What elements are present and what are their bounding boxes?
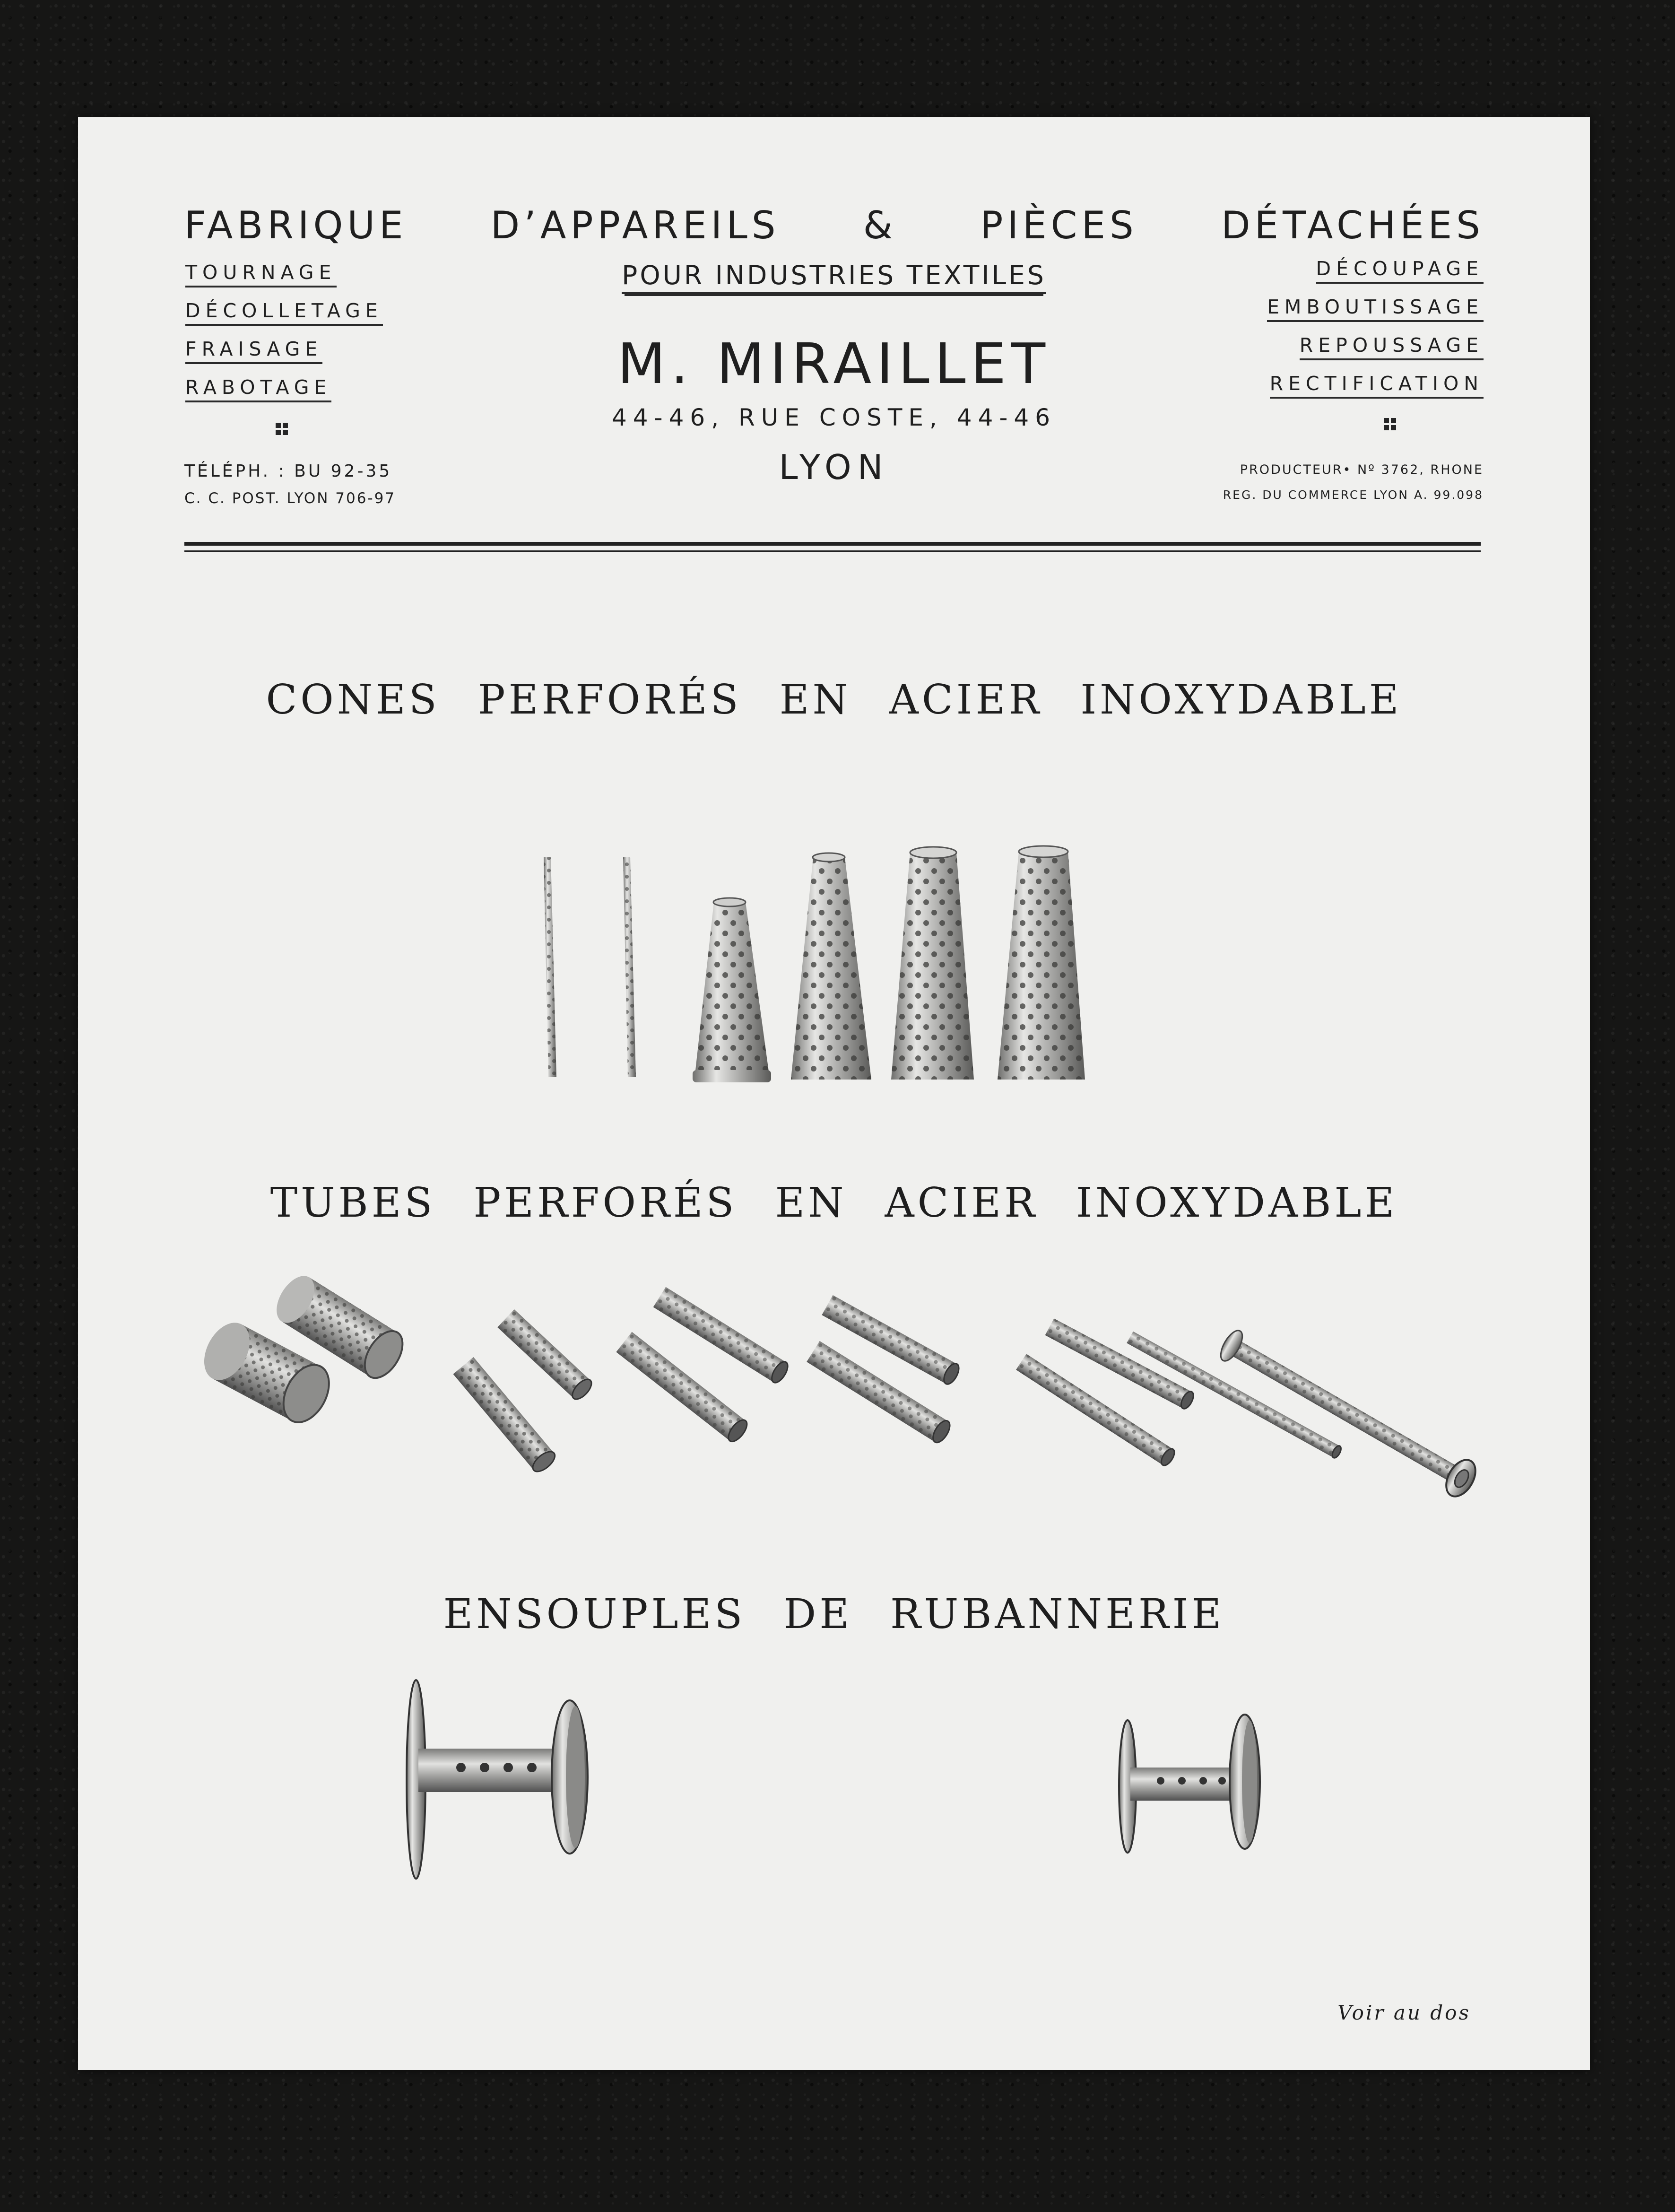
title-word: &: [863, 203, 897, 247]
company-name: M. MIRAILLET: [617, 331, 1051, 396]
flyer-sheet: [78, 117, 1590, 2070]
commerce-register: REG. DU COMMERCE LYON A. 99.098: [1223, 488, 1484, 502]
title-word: PIÈCES: [980, 203, 1138, 247]
large-perforated-cone: [891, 847, 974, 1080]
service-decoupage: DÉCOUPAGE: [1316, 257, 1484, 284]
service-fraisage: FRAISAGE: [185, 338, 322, 364]
perforated-tube: [497, 1309, 595, 1402]
see-reverse-note: Voir au dos: [1337, 2001, 1471, 2024]
title-word: FABRIQUE: [184, 203, 408, 247]
service-emboutissage: EMBOUTISSAGE: [1267, 296, 1484, 322]
address: 44-46, RUE COSTE, 44-46: [611, 404, 1057, 431]
producer-number: PRODUCTEUR• Nº 3762, RHONE: [1240, 462, 1484, 477]
service-repoussage: REPOUSSAGE: [1300, 334, 1484, 360]
postal-account: C. C. POST. LYON 706-97: [184, 490, 396, 507]
small-ribbon-beam: [1119, 1715, 1260, 1853]
perforated-tube: [453, 1357, 558, 1475]
thin-perforated-rod: [623, 857, 636, 1077]
phone: TÉLÉPH. : BU 92-35: [184, 462, 392, 481]
section-title-cones: CONES PERFORÉS EN ACIER INOXYDABLE: [266, 676, 1402, 723]
perforated-tube: [1016, 1354, 1177, 1468]
service-rectification: RECTIFICATION: [1270, 372, 1484, 399]
small-perforated-cone: [693, 898, 771, 1082]
section-title-ensouples: ENSOUPLES DE RUBANNERIE: [443, 1591, 1225, 1638]
thin-perforated-rod: [544, 857, 556, 1077]
subtitle: POUR INDUSTRIES TEXTILES: [78, 260, 1590, 290]
product-illustrations: [78, 117, 1590, 2070]
largest-perforated-cone: [998, 846, 1085, 1080]
medium-perforated-cone: [791, 853, 871, 1080]
large-ribbon-beam: [407, 1680, 588, 1879]
title-word: DÉTACHÉES: [1221, 203, 1484, 247]
service-rabotage: RABOTAGE: [185, 376, 331, 402]
section-title-tubes: TUBES PERFORÉS EN ACIER INOXYDABLE: [270, 1179, 1398, 1227]
service-tournage: TOURNAGE: [185, 261, 337, 287]
service-decolletage: DÉCOLLETAGE: [185, 299, 383, 326]
title-word: D’APPAREILS: [490, 203, 780, 247]
city: LYON: [779, 447, 889, 487]
